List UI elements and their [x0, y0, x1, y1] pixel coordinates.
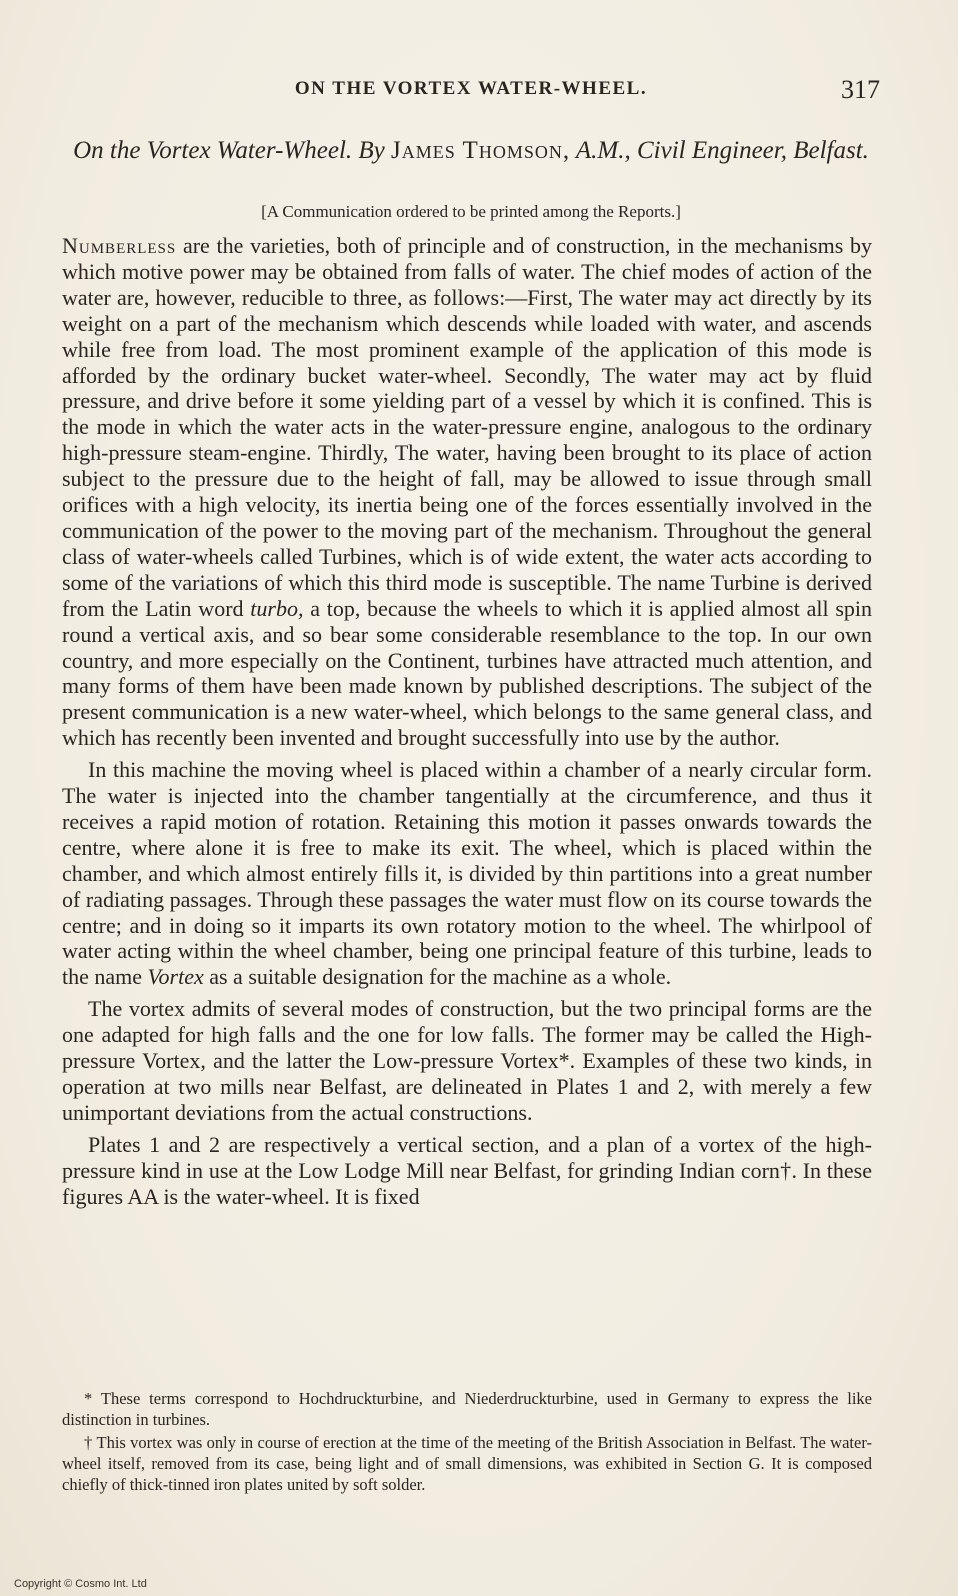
article-title [62, 137, 880, 165]
drop-word: Numberless [62, 233, 177, 258]
communication-note: [A Communication ordered to be printed among the Reports.] [261, 202, 681, 221]
running-title: ON THE VORTEX WATER-WHEEL. [294, 78, 648, 99]
paragraph-1: Numberless are the varieties, both of principle and of construction, in the mechanisms by which motive power may be obtained from falls of water. The chief modes of action of the water are, however, reducible to three, as follows:—First, The water may act directly by its weight on a part of the mechanism which descends while loaded with water, and ascends while free from load. The most prominent example of the application of this mode is afforded by the ordinary bucket water-wheel. Secondly, The water may act by fluid pressure, and drive before it some yielding part of a vessel by which it is confined. This is the mode in which the water acts in the water-pressure engine, analogous to the ordinary high-pressure steam-engine. Thirdly, The water, having been brought to its place of action subject to the pressure due to the height of fall, may be allowed to issue through small orifices with a high velocity, its inertia being one of the forces essentially involved in the communication of the power to the moving part of the mechanism. Throughout the general class of water-wheels called Turbines, which is of wide extent, the water acts according to some of the variations of which this third mode is susceptible. The name Turbine is derived from the Latin word turbo, a top, because the wheels to which it is applied almost all spin round a vertical axis, and so bear some considerable resemblance to the top. In our own country, and more especially on the Continent, turbines have attracted much attention, and many forms of them have been made known by published descriptions. The subject of the present communication is a new water-wheel, which belongs to the same general class, and which has recently been invented and brought successfully into use by the author. [62, 233, 872, 751]
running-head [62, 75, 880, 110]
latin-word: turbo, [250, 595, 304, 621]
title-affiliation: A.M., Civil Engineer, Belfast. [570, 137, 869, 164]
copyright-watermark: Copyright © Cosmo Int. Ltd [14, 1578, 147, 1590]
paragraph-3: The vortex admits of several modes of construction, but the two principal forms are the one adapted for high falls and the one for low falls. The former may be called the High-pressure Vortex, and the latter the Low-pressure Vortex*. Examples of these two kinds, in operation at two mills near Belfast, are delineated in Plates 1 and 2, with merely a few unimportant deviations from the actual constructions. [62, 996, 872, 1125]
paragraph-2: In this machine the moving wheel is placed within a chamber of a nearly circular form. The water is injected into the chamber tangentially at the circumference, and thus it receives a rapid motion of rotation. Retaining this motion it passes onwards towards the centre, where alone it is free to make its exit. The wheel, which is placed within the chamber, and which almost entirely fills it, is divided by thin partitions into a great number of radiating passages. Through these passages the water must flow on its course towards the centre; and in doing so it imparts its own rotatory motion to the wheel. The whirlpool of water acting within the wheel chamber, being one principal feature of this turbine, leads to the name Vortex as a suitable designation for the machine as a whole. [62, 757, 872, 990]
title-lead: On the Vortex Water-Wheel. By [73, 137, 392, 164]
page-number: 317 [841, 75, 880, 104]
emphasis-vortex: Vortex [147, 964, 204, 990]
article-body [62, 233, 872, 1216]
footnote-2: † This vortex was only in course of erection at the time of the meeting of the British Association in Belfast. The water-wheel itself, removed from its case, being light and of small dimensions, was exhibited in Section G. It is composed chiefly of thick-tinned iron plates united by soft solder. [62, 1433, 872, 1494]
footnotes [62, 1388, 872, 1497]
footnote-1: * These terms correspond to Hochdruckturbine, and Niederdruckturbine, used in Germany to express the like distinction in turbines. [62, 1389, 872, 1429]
author-name: James Thomson, [391, 137, 571, 164]
paragraph-4: Plates 1 and 2 are respectively a vertical section, and a plan of a vortex of the high-pressure kind in use at the Low Lodge Mill near Belfast, for grinding Indian corn†. In these figures AA is the water-wheel. It is fixed [62, 1131, 872, 1209]
